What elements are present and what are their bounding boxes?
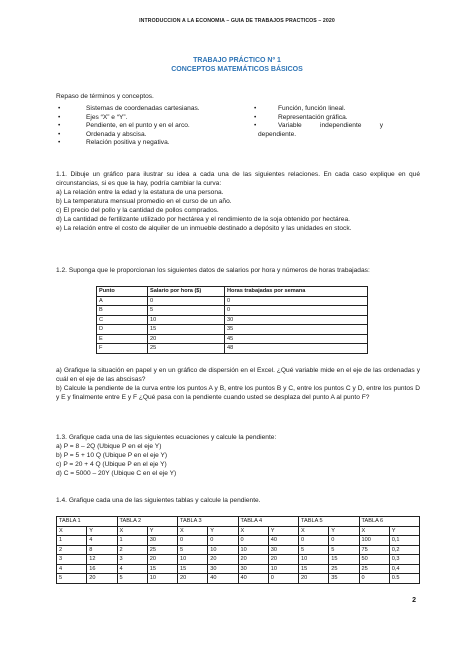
table-cell: 30 — [238, 564, 268, 574]
table-cell: 50 — [359, 555, 389, 565]
bullet-text: Ejes “X” e “Y”. — [86, 113, 128, 121]
table-header-row — [97, 287, 368, 297]
bullet-item — [58, 113, 256, 123]
question-1-4-intro: 1.4. Grafique cada una de las siguientes tablas y calcule la pendiente. — [56, 497, 261, 504]
table-cell: 0,1 — [389, 536, 419, 546]
bullet-item-continuation — [258, 131, 420, 140]
table-cell: 0 — [148, 296, 225, 306]
table-cell: 100 — [359, 536, 389, 546]
bullet-icon: • — [254, 113, 257, 121]
table-cell: 20 — [87, 574, 117, 584]
question-item: b) La temperatura mensual promedio en el curso de un año. — [56, 198, 232, 205]
document-subtitle: CONCEPTOS MATEMÁTICOS BÁSICOS — [171, 66, 303, 73]
table-cell: 10 — [238, 545, 268, 555]
table-cell: X — [57, 526, 87, 536]
table-cell: 10 — [178, 555, 208, 565]
bullet-item — [58, 122, 256, 131]
table-cell: 5 — [178, 545, 208, 555]
table-cell: 0 — [268, 574, 298, 584]
running-header: INTRODUCCION A LA ECONOMIA – GUIA DE TRABAJOS PRACTICOS – 2020 — [139, 18, 335, 24]
table-header-cell: Salario por hora ($) — [148, 287, 225, 297]
table-cell: 3 — [117, 555, 147, 565]
table-cell: D — [97, 325, 148, 335]
bullet-item — [254, 122, 420, 131]
bullet-text: dependiente. — [258, 130, 297, 138]
bullet-item — [58, 105, 256, 114]
table-header-cell: Horas trabajadas por semana — [225, 287, 368, 297]
bullet-text: Sistemas de coordenadas cartesianas. — [86, 105, 200, 112]
table-cell: 45 — [225, 334, 368, 344]
table-cell: Y — [87, 526, 117, 536]
table-cell: 8 — [87, 545, 117, 555]
bullet-icon: • — [58, 105, 61, 112]
table-cell: 15 — [329, 555, 359, 565]
table-cell: 0 — [208, 536, 238, 546]
question-1-2-intro: 1.2. Suponga que le proporcionan los siguientes datos de salarios por hora y números de horas trabajadas: — [56, 267, 370, 274]
table-cell: 1 — [117, 536, 147, 546]
table-cell: 5 — [299, 545, 329, 555]
table-cell: 20 — [268, 555, 298, 565]
table-cell: A — [97, 296, 148, 306]
table-cell: TABLA 6 — [359, 517, 420, 527]
table-cell: 20 — [148, 334, 225, 344]
bullet-icon: • — [254, 122, 257, 130]
table-row — [97, 334, 368, 344]
table-cell: 2 — [117, 545, 147, 555]
table-cell: 15 — [148, 325, 225, 335]
bullet-icon: • — [254, 105, 257, 112]
table-cell: 0 — [178, 536, 208, 546]
table-row — [57, 564, 420, 574]
table-row — [97, 315, 368, 325]
table-cell: Y — [208, 526, 238, 536]
bullet-icon: • — [58, 113, 61, 121]
table-row — [57, 536, 420, 546]
bullet-text: Variable independiente y — [278, 122, 384, 130]
question-item: a) La relación entre la edad y la estatura de una persona. — [56, 189, 224, 196]
table-cell: TABLA 5 — [299, 517, 360, 527]
table-cell: 10 — [299, 555, 329, 565]
table-cell: 20 — [208, 555, 238, 565]
table-row — [57, 545, 420, 555]
question-item: d) La cantidad de fertilizante utilizado por hectárea y el rendimiento de la soja obtenido por hectárea. — [56, 216, 350, 223]
table-cell: 0 — [299, 536, 329, 546]
table-cell: Y — [389, 526, 419, 536]
table-cell: 4 — [87, 536, 117, 546]
table-cell: C — [97, 315, 148, 325]
table-subheader-row — [57, 526, 420, 536]
table-cell: TABLA 2 — [117, 517, 178, 527]
equation-item: d) C = 5000 – 20Y (Ubique C en el eje Y) — [56, 470, 177, 477]
table-cell: 10 — [208, 545, 238, 555]
equation-item: a) P = 8 – 2Q (Ubique P en el eje Y) — [56, 443, 162, 450]
table-cell: 15 — [299, 564, 329, 574]
table-cell: F — [97, 344, 148, 354]
table-cell: X — [299, 526, 329, 536]
bullet-item — [254, 113, 420, 123]
table-cell: E — [97, 334, 148, 344]
table-cell: 20 — [147, 555, 177, 565]
table-cell: 15 — [147, 564, 177, 574]
table-cell: 3 — [57, 555, 87, 565]
table-row — [57, 555, 420, 565]
table-cell: TABLA 3 — [178, 517, 239, 527]
equation-item: b) P = 5 + 10 Q (Ubique P en el eje Y) — [56, 452, 168, 459]
table-cell: X — [238, 526, 268, 536]
table-cell: 20 — [238, 555, 268, 565]
table-cell: 30 — [268, 545, 298, 555]
question-1-3-intro: 1.3. Grafique cada una de las siguientes ecuaciones y calcule la pendiente: — [56, 434, 277, 441]
bullet-text: Pendiente, en el punto y en el arco. — [86, 122, 190, 130]
table-cell: 48 — [225, 344, 368, 354]
bullet-icon: • — [58, 130, 61, 138]
question-1-2-a: a) Grafique la situación en papel y en un gráfico de dispersión en el Excel. ¿Qué variable mide en el eje de las ordenadas y cuál en el eje de las abscisas? — [56, 367, 420, 383]
table-row — [97, 344, 368, 354]
table-cell: 15 — [178, 564, 208, 574]
bullet-text: Ordenada y abscisa. — [86, 130, 147, 138]
table-cell: X — [117, 526, 147, 536]
table-cell: 0 — [359, 574, 389, 584]
table-cell: 0 — [225, 306, 368, 316]
table-cell: 0,4 — [389, 564, 419, 574]
bullet-item — [58, 130, 256, 140]
table-cell: 30 — [147, 536, 177, 546]
table-cell: 0.5 — [389, 574, 419, 584]
table-cell: 0,2 — [389, 545, 419, 555]
table-cell: 40 — [208, 574, 238, 584]
table-cell: 10 — [268, 564, 298, 574]
bullet-icon: • — [58, 122, 61, 130]
bullet-text: Relación positiva y negativa. — [86, 139, 170, 147]
table-cell: B — [97, 306, 148, 316]
bullet-item — [254, 105, 420, 114]
table-cell: 25 — [359, 564, 389, 574]
question-1-1-intro: 1.1. Dibuje un gráfico para ilustrar su idea a cada una de las siguientes relaciones. En cada caso explique en qué circunstancias, si es que la hay, podría cambiar la curva: — [56, 171, 420, 187]
bullet-list-right — [254, 105, 420, 139]
table-cell: 12 — [87, 555, 117, 565]
table-cell: 10 — [147, 574, 177, 584]
table-cell: 75 — [359, 545, 389, 555]
table-cell: Y — [147, 526, 177, 536]
document-title: TRABAJO PRÁCTICO Nº 1 — [193, 57, 281, 64]
table-cell: 0 — [238, 536, 268, 546]
repaso-heading: Repaso de términos y conceptos. — [56, 93, 154, 100]
table-cell: 4 — [57, 564, 87, 574]
table-cell: 25 — [148, 344, 225, 354]
table-cell: 4 — [117, 564, 147, 574]
bullet-icon: • — [58, 139, 61, 147]
table-title-row — [57, 517, 420, 527]
table-cell: TABLA 1 — [57, 517, 118, 527]
table-cell: 30 — [208, 564, 238, 574]
table-row — [97, 325, 368, 335]
table-cell: 0,3 — [389, 555, 419, 565]
table-cell: X — [359, 526, 389, 536]
page-number: 2 — [412, 597, 416, 604]
table-cell: 20 — [299, 574, 329, 584]
table-row — [97, 296, 368, 306]
question-1-2-b: b) Calcule la pendiente de la curva entre los puntos A y B, entre los puntos B y C, entre los puntos C y D, entre los puntos D y E y finalmente entre E y F ¿Qué pasa con la pendiente cuando usted se desplaza del punto A al punto F? — [56, 385, 420, 401]
table-cell: 2 — [57, 545, 87, 555]
table-cell: TABLA 4 — [238, 517, 299, 527]
table-cell: 20 — [178, 574, 208, 584]
slope-tables — [56, 516, 420, 584]
table-row — [57, 574, 420, 584]
bullet-text: Representación gráfica. — [278, 113, 348, 121]
question-item: c) El precio del pollo y la cantidad de pollos comprados. — [56, 207, 219, 214]
table-cell: 35 — [329, 574, 359, 584]
table-cell: 40 — [268, 536, 298, 546]
table-row — [97, 306, 368, 316]
table-cell: 5 — [57, 574, 87, 584]
question-1-3 — [56, 433, 420, 478]
table-cell: 1 — [57, 536, 87, 546]
question-item: e) La relación entre el costo de alquiler de un inmueble destinado a depósito y las unidades en stock. — [56, 225, 352, 232]
table-cell: 25 — [329, 564, 359, 574]
table-cell: 0 — [329, 536, 359, 546]
table-cell: 0 — [225, 296, 368, 306]
table-cell: 5 — [329, 545, 359, 555]
table-cell: 10 — [148, 315, 225, 325]
table-cell: 25 — [147, 545, 177, 555]
salary-table — [96, 286, 368, 354]
equation-item: c) P = 20 + 4 Q (Ubique P en el eje Y) — [56, 461, 167, 468]
table-cell: Y — [268, 526, 298, 536]
question-1-1 — [56, 170, 420, 233]
bullet-text: Función, función lineal. — [278, 105, 346, 112]
table-cell: 40 — [238, 574, 268, 584]
bullet-list-left — [58, 105, 256, 148]
table-header-cell: Punto — [97, 287, 148, 297]
table-cell: X — [178, 526, 208, 536]
table-cell: Y — [329, 526, 359, 536]
table-cell: 16 — [87, 564, 117, 574]
bullet-item — [58, 139, 256, 148]
table-cell: 5 — [117, 574, 147, 584]
table-cell: 5 — [148, 306, 225, 316]
table-cell: 30 — [225, 315, 368, 325]
table-cell: 35 — [225, 325, 368, 335]
